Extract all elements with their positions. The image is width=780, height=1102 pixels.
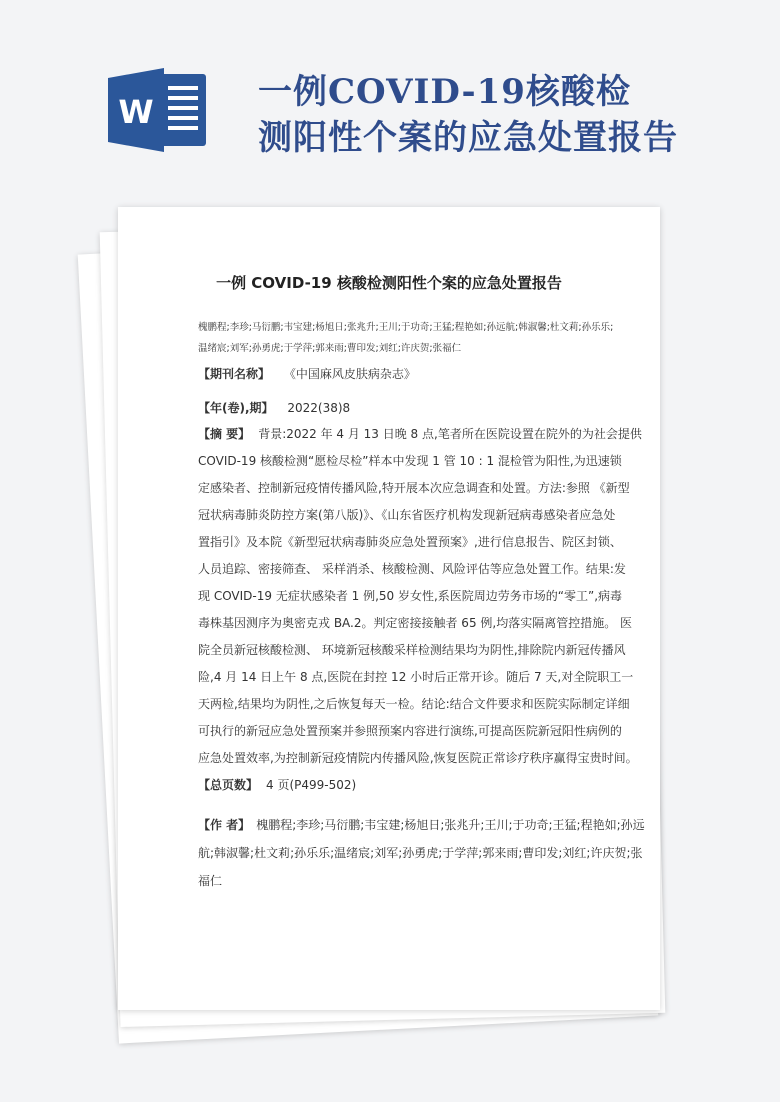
document-page: [118, 207, 660, 1010]
abstract-line: 天两检,结果均为阴性,之后恢复每天一检。结论:结合文件要求和医院实际制定详细: [198, 697, 630, 711]
abstract-line: 院全员新冠核酸检测、 环境新冠核酸采样检测结果均为阴性,排除院内新冠传播风: [198, 643, 626, 657]
abstract-line: 可执行的新冠应急处置预案并参照预案内容进行演练,可提高医院新冠阳性病例的: [198, 724, 622, 738]
authors-label: 【作 者】: [198, 818, 251, 832]
abstract-line: 应急处置效率,为控制新冠疫情院内传播风险,恢复医院正常诊疗秩序赢得宝贵时间。: [198, 751, 638, 765]
banner-title-line-1: 一例COVID-19核酸检: [258, 72, 631, 112]
svg-text:W: W: [118, 93, 154, 131]
issue-label: 【年(卷),期】: [198, 401, 274, 415]
word-document-icon: [108, 68, 208, 152]
abstract-label: 【摘 要】: [198, 427, 251, 441]
authors-line: 槐鹏程;李珍;马衍鹏;韦宝建;杨旭日;张兆升;王川;于功奇;王猛;程艳如;孙远: [256, 818, 645, 832]
authors-short-line: 温绪宸;刘军;孙勇虎;于学萍;郭来雨;曹印发;刘红;许庆贺;张福仁: [198, 343, 462, 354]
abstract-line: 定感染者、控制新冠疫情传播风险,特开展本次应急调查和处置。方法:参照 《新型: [198, 481, 630, 495]
document-title: 一例 COVID-19 核酸检测阳性个案的应急处置报告: [216, 274, 562, 292]
authors-line: 航;韩淑馨;杜文莉;孙乐乐;温绪宸;刘军;孙勇虎;于学萍;郭来雨;曹印发;刘红;许庆贺;张: [198, 846, 643, 860]
abstract-line: 背景:2022 年 4 月 13 日晚 8 点,笔者所在医院设置在院外的为社会提供: [258, 427, 642, 441]
abstract-line: 置指引》及本院《新型冠状病毒肺炎应急处置预案》,进行信息报告、院区封锁、: [198, 535, 622, 549]
issue-field: [198, 399, 350, 417]
abstract-line: 毒株基因测序为奥密克戎 BA.2。判定密接接触者 65 例,均落实隔离管控措施。 医: [198, 616, 633, 630]
issue-value: 2022(38)8: [287, 401, 351, 415]
authors-short-line: 槐鹏程;李珍;马衍鹏;韦宝建;杨旭日;张兆升;王川;于功奇;王猛;程艳如;孙远航;韩淑馨;杜文莉;孙乐乐;: [198, 322, 614, 333]
abstract-line: 冠状病毒肺炎防控方案(第八版)》、《山东省医疗机构发现新冠病毒感染者应急处: [198, 508, 616, 522]
pages-value: 4 页(P499-502): [266, 778, 357, 792]
abstract-line: COVID-19 核酸检测“愿检尽检”样本中发现 1 管 10 : 1 混检管为阳性,为迅速锁: [198, 454, 622, 468]
journal-value: 《中国麻风皮肤病杂志》: [283, 367, 416, 381]
authors-short: [198, 317, 613, 359]
banner-title-line-2: 测阳性个案的应急处置报告: [258, 118, 678, 158]
journal-label: 【期刊名称】: [198, 367, 271, 381]
journal-field: [198, 365, 416, 383]
authors-line: 福仁: [198, 874, 223, 888]
pages-label: 【总页数】: [198, 778, 259, 792]
abstract-line: 现 COVID-19 无症状感染者 1 例,50 岁女性,系医院周边劳务市场的“零工”,病毒: [198, 589, 623, 603]
abstract-line: 人员追踪、密接筛查、 采样消杀、核酸检测、风险评估等应急处置工作。结果:发: [198, 562, 626, 576]
authors-field: [198, 811, 645, 895]
abstract-line: 险,4 月 14 日上午 8 点,医院在封控 12 小时后正常开诊。随后 7 天,对全院职工一: [198, 670, 634, 684]
abstract: [198, 421, 642, 799]
